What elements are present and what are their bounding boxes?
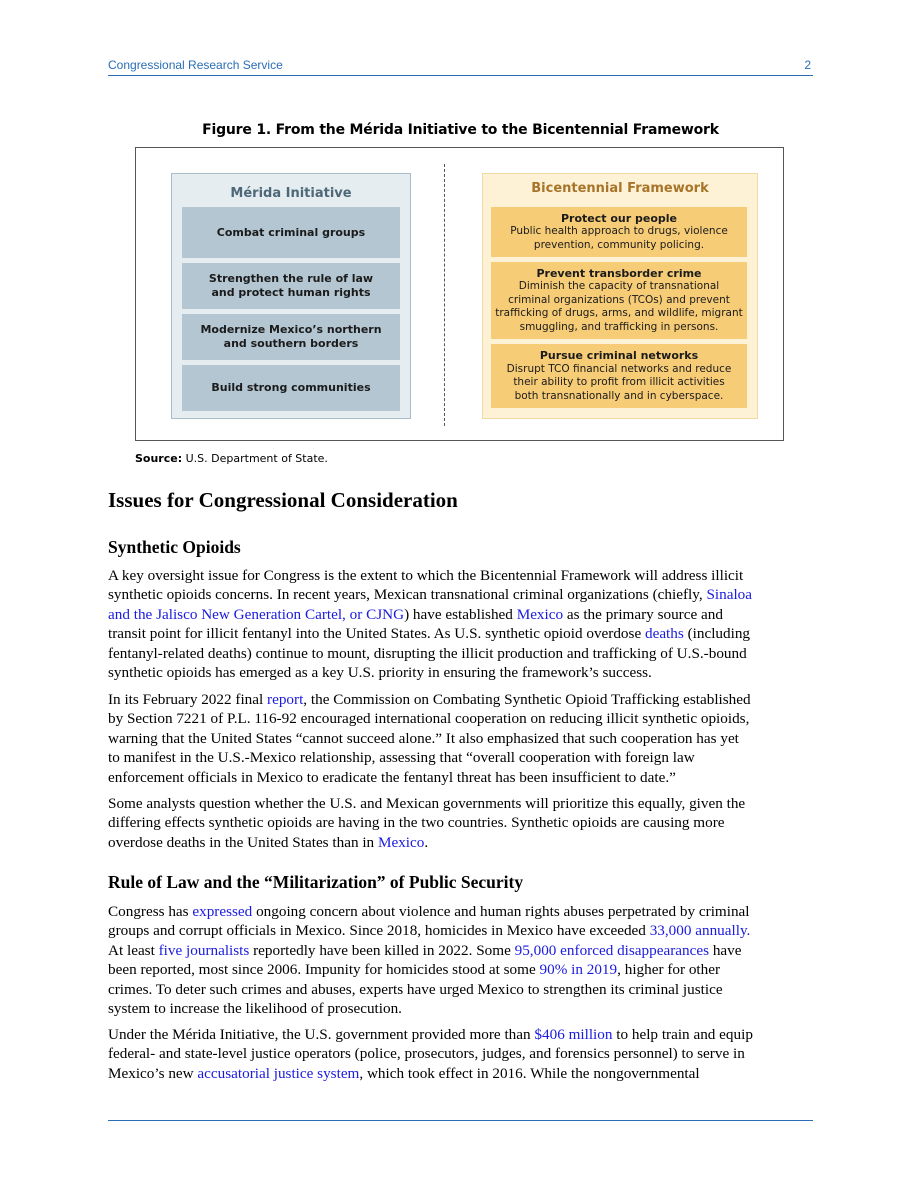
text-line: enforcement officials in Mexico to eradicate the fentanyl threat has been insufficient to date.”: [108, 768, 676, 786]
hyperlink[interactable]: Mexico: [516, 605, 564, 623]
text-line: warning that the United States “cannot succeed alone.” It also emphasized that such cooperation has yet: [108, 729, 739, 747]
pillar-line: prevention, community policing.: [533, 238, 705, 251]
pillar-line: trafficking of drugs, arms, and wildlife, migrant: [495, 307, 743, 320]
dashed-divider: [444, 164, 445, 426]
pillar-line: Combat criminal groups: [216, 225, 366, 239]
subsection-heading-synthetic-opioids: Synthetic Opioids: [108, 537, 241, 557]
pillar-heading: Prevent transborder crime: [536, 266, 702, 280]
figure-diagram: [135, 147, 784, 441]
page-number: 2: [804, 58, 811, 72]
footer-rule: [108, 1120, 813, 1121]
hyperlink[interactable]: Sinaloa: [706, 586, 752, 604]
bicentennial-pillar-3: [491, 344, 747, 408]
pillar-line: Diminish the capacity of transnational: [518, 280, 720, 293]
merida-pillar-3: [182, 314, 400, 360]
text-line: Mexico’s new accusatorial justice system, which took effect in 2016. While the nongovernmental: [108, 1064, 700, 1082]
hyperlink[interactable]: accusatorial justice system: [197, 1064, 360, 1082]
text-line: crimes. To deter such crimes and abuses, experts have urged Mexico to strengthen its criminal justice: [108, 980, 723, 998]
merida-panel-title: Mérida Initiative: [230, 186, 352, 201]
pillar-line: and southern borders: [223, 337, 359, 350]
pillar-line: smuggling, and trafficking in persons.: [519, 320, 719, 333]
text-line: synthetic opioids concerns. In recent years, Mexican transnational criminal organizations (chiefly, Sinaloa: [108, 586, 752, 604]
bicentennial-pillar-1: [491, 207, 747, 257]
hyperlink[interactable]: 33,000 annually.: [649, 922, 751, 940]
pillar-line: criminal organizations (TCOs) and prevent: [508, 293, 730, 306]
text-line: At least five journalists reportedly have been killed in 2022. Some 95,000 enforced disappearances have: [108, 941, 742, 959]
hyperlink[interactable]: 90% in 2019: [539, 961, 618, 979]
paragraph: [108, 902, 818, 1018]
bicentennial-pillar-2: [491, 262, 747, 339]
text-line: system to increase the likelihood of prosecution.: [108, 1000, 402, 1018]
text-line: A key oversight issue for Congress is the extent to which the Bicentennial Framework will address illicit: [108, 567, 744, 584]
text-line: been reported, most since 2006. Impunity for homicides stood at some 90% in 2019, higher for other: [108, 961, 721, 979]
hyperlink[interactable]: 95,000 enforced disappearances: [514, 941, 710, 959]
running-header: [108, 57, 813, 76]
merida-panel: [171, 173, 411, 419]
merida-pillar-2: [182, 263, 400, 309]
pillar-heading: Protect our people: [560, 211, 677, 225]
text-line: by Section 7221 of P.L. 116-92 encouraged international cooperation on reducing illicit synthetic opioids,: [108, 710, 750, 728]
figure-title: Figure 1. From the Mérida Initiative to the Bicentennial Framework: [202, 122, 719, 138]
source-text: U.S. Department of State.: [185, 452, 328, 465]
hyperlink[interactable]: Mexico: [377, 833, 425, 851]
pillar-line: Modernize Mexico’s northern: [200, 323, 382, 336]
pillar-line: Public health approach to drugs, violence: [510, 225, 728, 238]
text-line: federal- and state-level justice operators (police, prosecutors, judges, and forensics personnel) to serve in: [108, 1045, 745, 1063]
section-heading: Issues for Congressional Consideration: [108, 488, 458, 512]
pillar-line: their ability to profit from illicit activities: [513, 376, 725, 388]
text-line: overdose deaths in the United States than in Mexico.: [108, 833, 429, 851]
header-org: Congressional Research Service: [108, 58, 283, 72]
hyperlink[interactable]: report: [267, 691, 304, 708]
text-line: differing effects synthetic opioids are having in the two countries. Synthetic opioids are causing more: [108, 814, 725, 832]
hyperlink[interactable]: five journalists: [158, 941, 250, 959]
merida-pillar-4: [182, 365, 400, 411]
paragraph: [108, 1025, 818, 1083]
hyperlink[interactable]: expressed: [192, 903, 253, 920]
text-line: to manifest in the U.S.-Mexico relationship, assessing that “overall cooperation with foreign law: [108, 749, 695, 767]
pillar-line: Disrupt TCO financial networks and reduce: [506, 362, 732, 375]
pillar-heading: Pursue criminal networks: [539, 349, 699, 362]
figure-source: [135, 452, 328, 465]
pillar-line: Strengthen the rule of law: [208, 272, 374, 285]
merida-pillar-1: [182, 207, 400, 258]
source-label: Source:: [135, 452, 183, 465]
pillar-line: Build strong communities: [211, 381, 371, 394]
text-line: and the Jalisco New Generation Cartel, or CJNG) have established Mexico as the primary source and: [108, 605, 723, 623]
bicentennial-panel: [482, 173, 758, 419]
text-line: synthetic opioids has emerged as a key U.S. priority in ensuring the framework’s success.: [108, 664, 652, 682]
text-line: fentanyl-related deaths) continue to mount, disrupting the illicit production and trafficking of U.S.-bound: [108, 644, 747, 662]
paragraph: [108, 690, 818, 787]
text-line: Congress has expressed ongoing concern about violence and human rights abuses perpetrated by criminal: [108, 903, 750, 920]
paragraph: [108, 794, 818, 852]
text-line: In its February 2022 final report, the Commission on Combating Synthetic Opioid Trafficking established: [108, 691, 751, 708]
hyperlink[interactable]: and the Jalisco New Generation Cartel, or CJNG: [108, 605, 405, 623]
bicentennial-panel-title: Bicentennial Framework: [531, 181, 709, 196]
pillar-line: both transnationally and in cyberspace.: [514, 389, 724, 402]
hyperlink[interactable]: $406 million: [534, 1026, 613, 1043]
subsection-heading-rule-of-law: Rule of Law and the “Militarization” of Public Security: [108, 872, 524, 892]
hyperlink[interactable]: deaths: [644, 625, 684, 643]
text-line: Some analysts question whether the U.S. and Mexican governments will prioritize this equally, given the: [108, 795, 746, 812]
pillar-line: and protect human rights: [211, 286, 371, 299]
text-line: transit point for illicit fentanyl into the United States. As U.S. synthetic opioid overdose deaths (including: [108, 625, 751, 643]
paragraph: [108, 566, 818, 682]
text-line: Under the Mérida Initiative, the U.S. government provided more than $406 million to help train and equip: [108, 1026, 753, 1043]
text-line: groups and corrupt officials in Mexico. Since 2018, homicides in Mexico have exceeded 33,000 annually.: [108, 922, 751, 940]
